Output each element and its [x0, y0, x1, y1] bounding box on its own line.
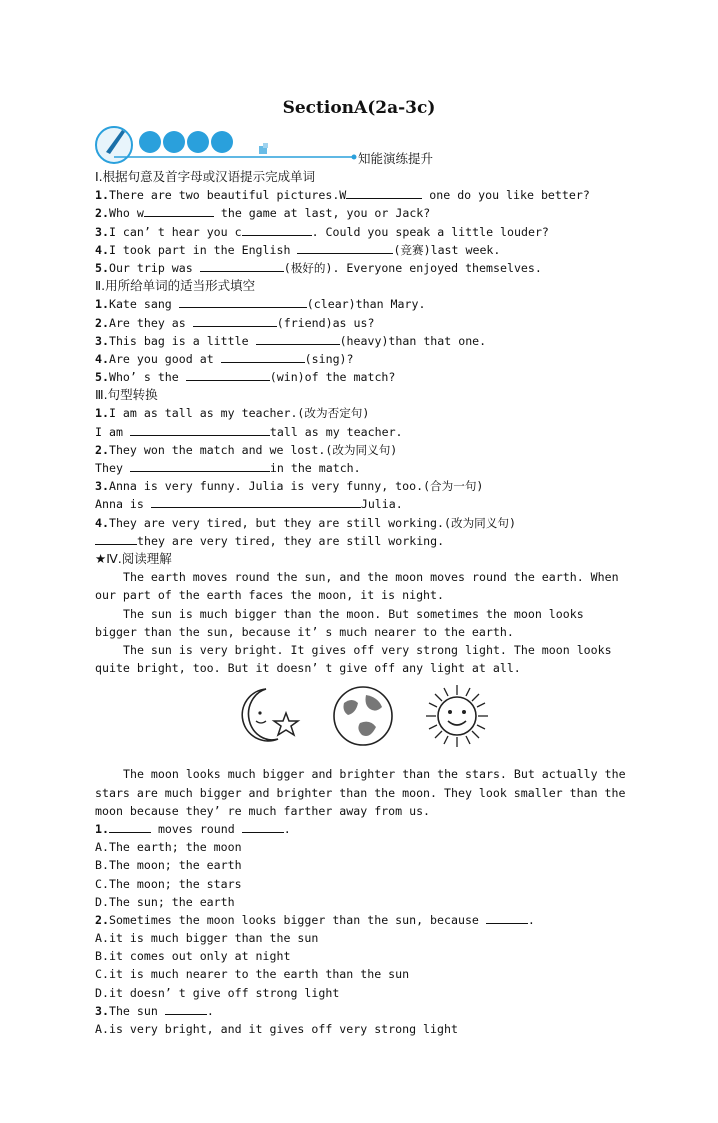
section-banner	[92, 120, 452, 170]
p1-q1: 1.There are two beautiful pictures.W one do you like better?	[95, 188, 590, 203]
p3-q1: 1.I am as tall as my teacher.(改为否定句)	[95, 406, 370, 421]
rq3-stem: 3.The sun .	[95, 1003, 214, 1018]
p1-q5: 5.Our trip was (极好的). Everyone enjoyed themselves.	[95, 260, 542, 275]
reading-figure	[95, 683, 630, 751]
reading-paragraph-4: The moon looks much bigger and brighter than the stars. But actually the stars are much bigger and brighter than the moon. They look smaller than the moon because they’ re much farther away from us.	[95, 767, 626, 818]
p3-q4: 4.They are very tired, but they are still working.(改为同义句)	[95, 515, 516, 530]
rq2-option-b[interactable]: B.it comes out only at night	[95, 949, 291, 964]
section-3-heading: Ⅲ.句型转换	[95, 387, 158, 403]
sun-face-icon	[424, 683, 490, 749]
p3-q3-answer: Anna is Julia.	[95, 497, 403, 512]
p3-q4-answer: they are very tired, they are still working.	[95, 532, 630, 550]
rq2-stem: 2.Sometimes the moon looks bigger than the sun, because .	[95, 912, 535, 927]
rq1-option-a[interactable]: A.The earth; the moon	[95, 840, 242, 855]
rq1-stem: 1. moves round .	[95, 821, 291, 836]
rq2-option-a[interactable]: A.it is much bigger than the sun	[95, 931, 319, 946]
p1-q3: 3.I can’ t hear you c . Could you speak a little louder?	[95, 224, 549, 239]
section-1-heading: Ⅰ.根据句意及首字母或汉语提示完成单词	[95, 169, 316, 184]
p2-q4: 4.Are you good at (sing)?	[95, 351, 354, 366]
p1-q4: 4.I took part in the English (竞赛)last week.	[95, 242, 501, 257]
rq2-option-d[interactable]: D.it doesn’ t give off strong light	[95, 985, 340, 1000]
p1-q2: 2.Who w the game at last, you or Jack?	[95, 206, 431, 221]
p3-q1-answer: I am tall as my teacher.	[95, 424, 403, 439]
rq1-option-c[interactable]: C.The moon; the stars	[95, 876, 242, 891]
rq1-option-b[interactable]: B.The moon; the earth	[95, 858, 242, 873]
moon-star-icon	[236, 683, 302, 749]
rq2-option-c[interactable]: C.it is much nearer to the earth than the sun	[95, 967, 410, 982]
p3-q2: 2.They won the match and we lost.(改为同义句)	[95, 442, 398, 457]
banner-label: 知能演练提升	[358, 151, 434, 166]
section-2-heading: Ⅱ.用所给单词的适当形式填空	[95, 278, 256, 294]
reading-paragraph-2: The sun is much bigger than the moon. But sometimes the moon looks bigger than the sun, because it’ s much nearer to the earth.	[95, 606, 584, 639]
rq1-option-d[interactable]: D.The sun; the earth	[95, 894, 235, 909]
p2-q2: 2.Are they as (friend)as us?	[95, 315, 375, 330]
page-title: SectionA(2a-3c)	[282, 98, 436, 118]
worksheet-content	[95, 168, 630, 1038]
p3-q2-answer: They in the match.	[95, 461, 361, 475]
earth-icon	[330, 683, 396, 749]
p2-q5: 5.Who’ s the (win)of the match?	[95, 370, 396, 385]
p2-q1: 1.Kate sang (clear)than Mary.	[95, 297, 426, 312]
p3-q3: 3.Anna is very funny. Julia is very funny, too.(合为一句)	[95, 479, 484, 494]
reading-paragraph-1: The earth moves round the sun, and the moon moves round the earth. When our part of the earth faces the moon, it is night.	[95, 570, 619, 603]
rq3-option-a[interactable]: A.is very bright, and it gives off very strong light	[95, 1022, 458, 1037]
reading-paragraph-3: The sun is very bright. It gives off very strong light. The moon looks quite bright, too. But it doesn’ t give off any light at all.	[95, 642, 612, 676]
section-4-heading: ★Ⅳ.阅读理解	[95, 550, 172, 566]
p2-q3: 3.This bag is a little (heavy)than that one.	[95, 333, 487, 348]
